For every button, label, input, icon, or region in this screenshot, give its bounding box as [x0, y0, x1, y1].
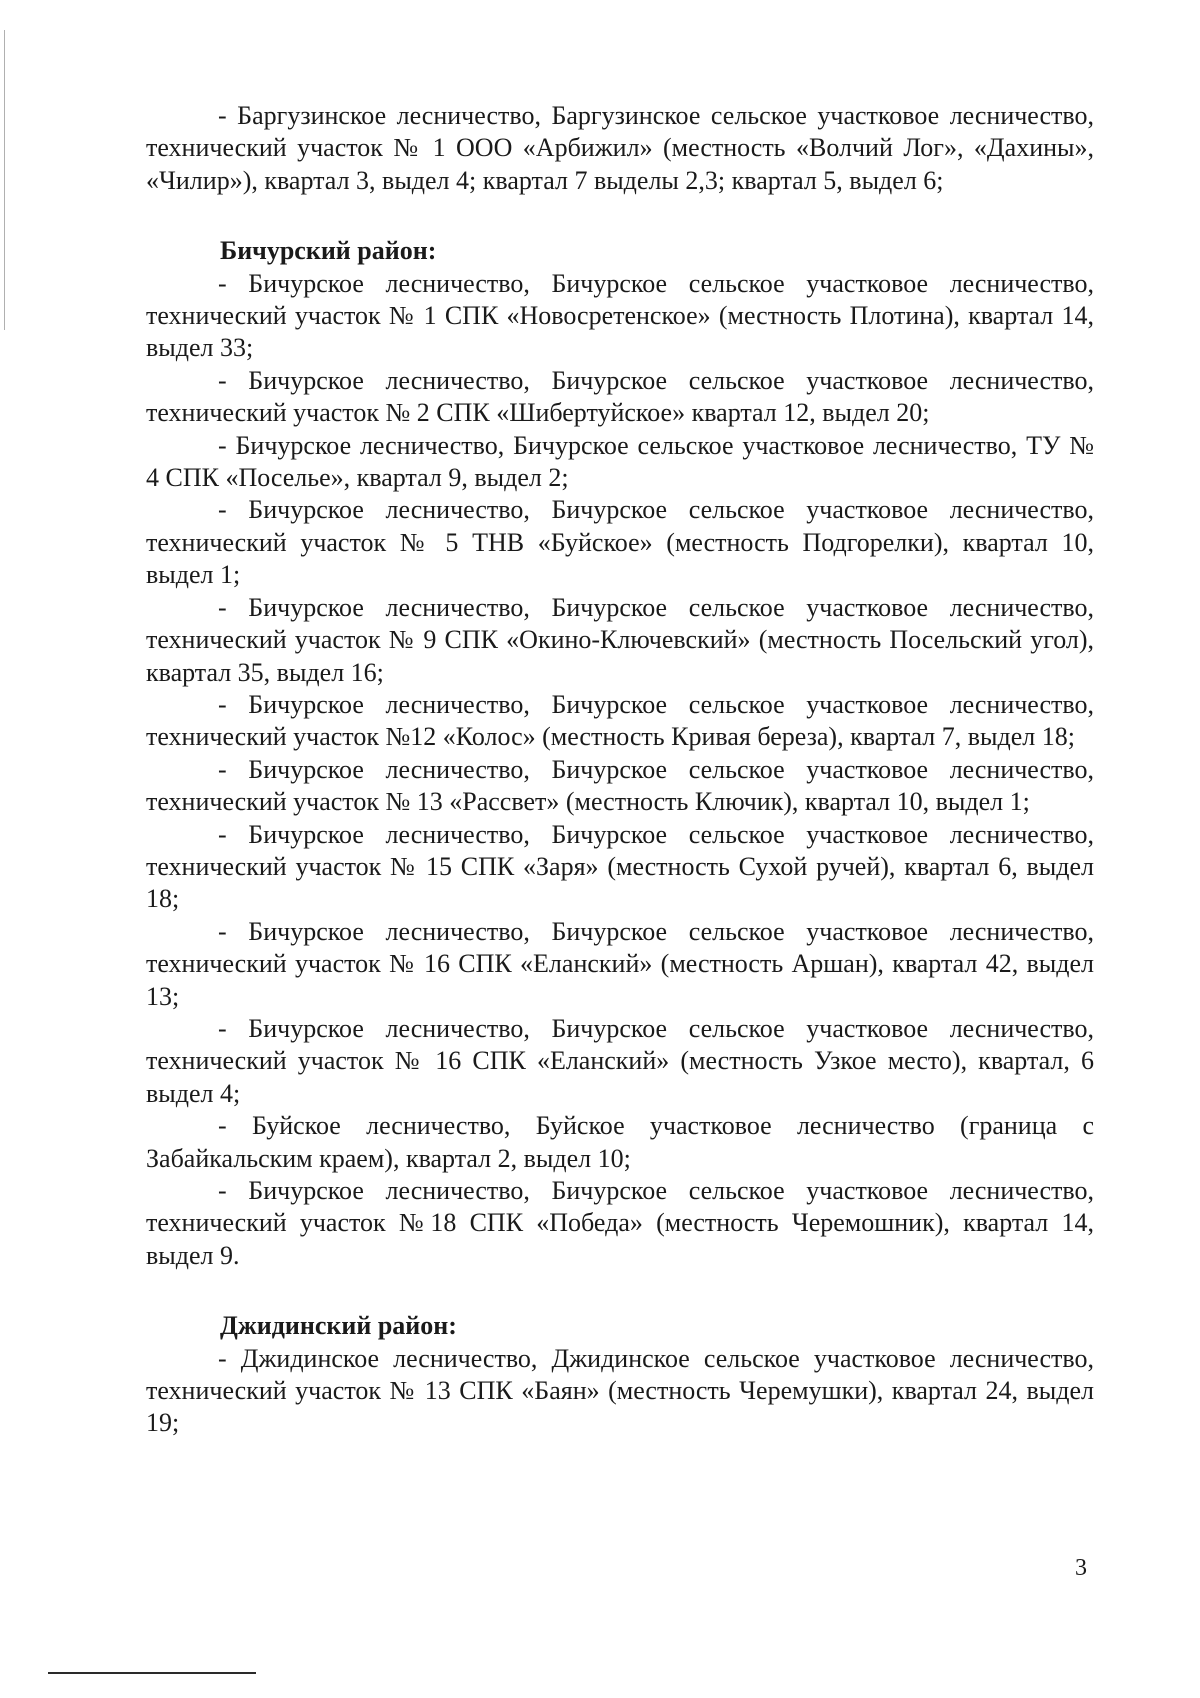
list-item-barguzin: - Баргузинское лесничество, Баргузинское сельское участковое лесничество, технический участок № 1 ООО «Арбижил» (местность «Волчий Лог», «Дахины», «Чилир»), квартал 3, выдел 4; квартал 7 выделы 2,3; квартал 5, выдел 6; — [146, 101, 1094, 195]
footnote-rule — [48, 1672, 256, 1674]
page-number: 3 — [1075, 1555, 1087, 1581]
document-page — [146, 100, 1094, 1440]
section-heading-bichura: Бичурский район: — [220, 236, 437, 266]
list-item: - Бичурское лесничество, Бичурское сельское участковое лесничество, технический участок № 16 СПК «Еланский» (местность Узкое место), квартал, 6 выдел 4; — [146, 1013, 1094, 1108]
list-item: - Бичурское лесничество, Бичурское сельское участковое лесничество, технический участок №12 «Колос» (местность Кривая береза), квартал 7, выдел 18; — [146, 689, 1094, 752]
scan-edge-line — [4, 30, 5, 330]
list-item: - Бичурское лесничество, Бичурское сельское участковое лесничество, технический участок №18 СПК «Победа» (местность Черемошник), квартал 14, выдел 9. — [146, 1176, 1094, 1270]
list-item: - Бичурское лесничество, Бичурское сельское участковое лесничество, технический участок № 5 ТНВ «Буйское» (местность Подгорелки), квартал 10, выдел 1; — [146, 495, 1094, 590]
list-item: - Бичурское лесничество, Бичурское сельское участковое лесничество, технический участок № 1 СПК «Новосретенское» (местность Плотина), квартал 14, выдел 33; — [146, 268, 1094, 363]
list-item: - Джидинское лесничество, Джидинское сельское участковое лесничество, технический участок № 13 СПК «Баян» (местность Черемушки), квартал 24, выдел 19; — [146, 1343, 1094, 1438]
section-gap — [146, 197, 1094, 235]
list-item: - Бичурское лесничество, Бичурское сельское участковое лесничество, технический участок № 13 «Рассвет» (местность Ключик), квартал 10, выдел 1; — [146, 754, 1094, 817]
list-item: - Бичурское лесничество, Бичурское сельское участковое лесничество, ТУ № 4 СПК «Поселье», квартал 9, выдел 2; — [146, 430, 1094, 493]
list-item: - Бичурское лесничество, Бичурское сельское участковое лесничество, технический участок № 16 СПК «Еланский» (местность Аршан), квартал 42, выдел 13; — [146, 916, 1094, 1011]
list-item: - Бичурское лесничество, Бичурское сельское участковое лесничество, технический участок № 15 СПК «Заря» (местность Сухой ручей), квартал 6, выдел 18; — [146, 819, 1094, 914]
list-item: - Бичурское лесничество, Бичурское сельское участковое лесничество, технический участок № 2 СПК «Шибертуйское» квартал 12, выдел 20; — [146, 365, 1094, 428]
section-heading-dzhida: Джидинский район: — [220, 1311, 457, 1341]
section-gap — [146, 1272, 1094, 1310]
list-item: - Буйское лесничество, Буйское участковое лесничество (граница с Забайкальским краем), квартал 2, выдел 10; — [146, 1111, 1094, 1173]
list-item: - Бичурское лесничество, Бичурское сельское участковое лесничество, технический участок № 9 СПК «Окино-Ключевский» (местность Посельский угол), квартал 35, выдел 16; — [146, 592, 1094, 687]
